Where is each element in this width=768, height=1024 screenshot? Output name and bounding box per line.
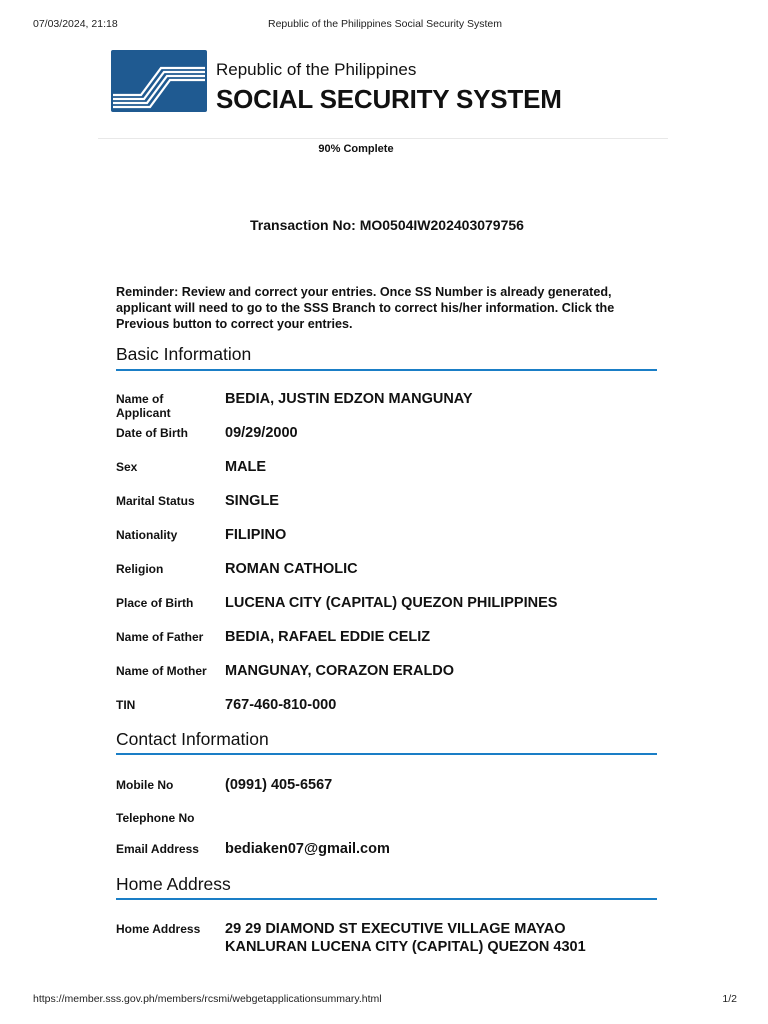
section-basic-information	[116, 344, 657, 365]
field-label: Place of Birth	[116, 596, 194, 610]
field-label: Home Address	[116, 922, 201, 936]
field-label: TIN	[116, 698, 136, 712]
field-value: 29 29 DIAMOND ST EXECUTIVE VILLAGE MAYAO KANLURAN LUCENA CITY (CAPITAL) QUEZON 4301	[225, 921, 586, 955]
print-datetime: 07/03/2024, 21:18	[33, 18, 118, 30]
section-title: Home Address	[116, 874, 231, 894]
section-home-address	[116, 874, 657, 895]
field-value: MANGUNAY, CORAZON ERALDO	[225, 663, 455, 679]
print-page-number: 1/2	[722, 993, 737, 1005]
transaction-number: Transaction No: MO0504IW202403079756	[250, 217, 524, 233]
field-label: Sex	[116, 460, 138, 474]
field-value: FILIPINO	[225, 527, 287, 543]
field-label: Date of Birth	[116, 426, 188, 440]
field-label: Name of Father	[116, 630, 204, 644]
field-value: 767-460-810-000	[225, 697, 337, 713]
field-value: SINGLE	[225, 493, 279, 509]
reminder-text: Reminder: Review and correct your entries. Once SS Number is already generated, applicant will need to go to the SSS Branch to correct his/her information. Click the Previous button to correct your entries.	[116, 285, 615, 331]
field-label: Telephone No	[116, 811, 195, 825]
field-label: Religion	[116, 562, 164, 576]
field-label: Marital Status	[116, 494, 195, 508]
field-label: Name of Mother	[116, 664, 207, 678]
section-title: Basic Information	[116, 344, 252, 364]
section-contact-information	[116, 729, 657, 750]
progress-status: 90% Complete	[318, 143, 394, 155]
field-value: BEDIA, RAFAEL EDDIE CELIZ	[225, 629, 431, 645]
section-divider	[116, 898, 657, 900]
brand-subtitle: Republic of the Philippines	[216, 60, 417, 79]
field-label: Email Address	[116, 842, 199, 856]
field-value: MALE	[225, 459, 267, 475]
brand-title: SOCIAL SECURITY SYSTEM	[216, 84, 562, 114]
section-divider	[116, 369, 657, 371]
field-label: Name of Applicant	[116, 392, 171, 420]
field-value: LUCENA CITY (CAPITAL) QUEZON PHILIPPINES	[225, 595, 558, 611]
field-value: BEDIA, JUSTIN EDZON MANGUNAY	[225, 391, 473, 407]
field-value: 09/29/2000	[225, 425, 298, 441]
field-value: bediaken07@gmail.com	[225, 841, 390, 857]
field-label: Mobile No	[116, 778, 174, 792]
section-divider	[116, 753, 657, 755]
section-title: Contact Information	[116, 729, 269, 749]
field-label: Nationality	[116, 528, 178, 542]
field-value: ROMAN CATHOLIC	[225, 561, 358, 577]
print-url: https://member.sss.gov.ph/members/rcsmi/webgetapplicationsummary.html	[33, 993, 382, 1005]
header-divider	[98, 138, 668, 139]
print-page-title: Republic of the Philippines Social Security System	[267, 18, 503, 30]
field-value: (0991) 405-6567	[225, 777, 333, 793]
sss-logo-icon	[111, 50, 207, 112]
